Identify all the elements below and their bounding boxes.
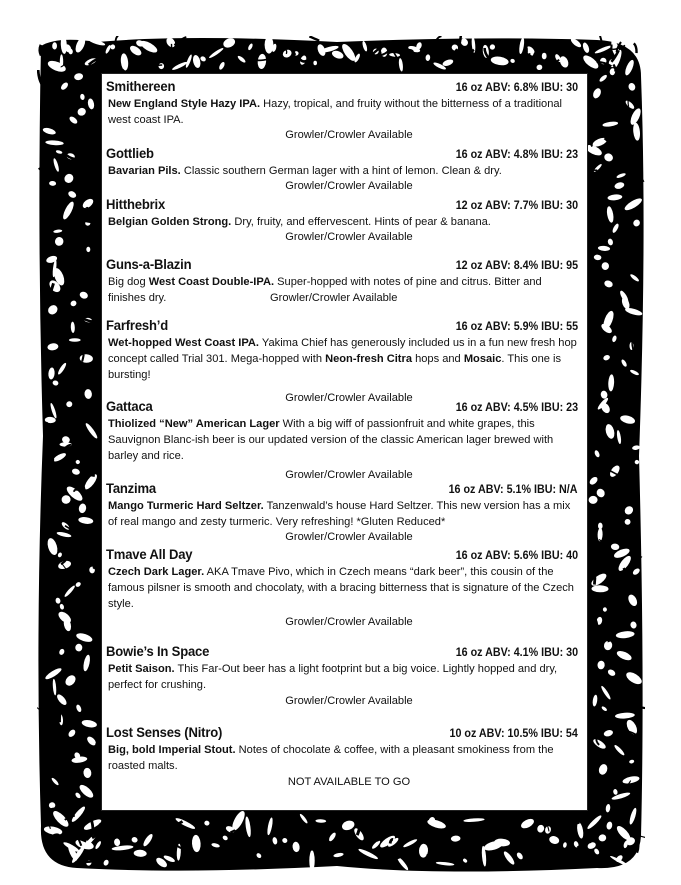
beer-description: Wet-hopped West Coast IPA. Yakima Chief has generously included us in a fun new fresh hop concept called Trial 301. Mega-hopped with Neon-fresh Citra hops and Mosaic. This one is bursting! (108, 337, 577, 382)
beer-item-tmave-all-day (106, 547, 578, 630)
beer-item-gattaca (106, 399, 578, 483)
beer-description: Petit Saison. This Far-Out beer has a light footprint but a big voice. Lightly hopped and dry, perfect for crushing. (108, 663, 558, 692)
beer-item-gottlieb (106, 146, 578, 194)
beer-description: Belgian Golden Strong. Dry, fruity, and effervescent. Hints of pear & banana. (108, 216, 491, 228)
beer-stats: 16 oz ABV: 4.5% IBU: 23 (455, 400, 578, 414)
beer-style: Belgian Golden Strong. (108, 216, 232, 228)
availability-note: NOT AVAILABLE TO GO (287, 776, 411, 789)
beer-style: West Coast Double-IPA. (148, 276, 275, 288)
beer-name: Gattaca (106, 399, 153, 415)
availability-note: Growler/Crowler Available (285, 391, 413, 404)
beer-description: Big dog West Coast Double-IPA. Super-hopped with notes of pine and citrus. Bitter and finishes dry. Growler/Crowler Available (108, 276, 542, 305)
beer-name: Tanzima (106, 481, 156, 497)
beer-style: New England Style Hazy IPA. (108, 98, 261, 110)
beer-stats: 12 oz ABV: 7.7% IBU: 30 (455, 198, 578, 212)
beer-description: Thiolized “New” American Lager With a big wiff of passionfruit and white grapes, this Sauvignon Blanc-ish beer is our updated version of the classic American lager brewed with barley and rice. (108, 418, 554, 463)
beer-name: Hitthebrix (106, 197, 166, 213)
availability-note: Growler/Crowler Available (285, 180, 413, 193)
availability-note: Growler/Crowler Available (285, 231, 413, 244)
availability-note: Growler/Crowler Available (285, 615, 413, 628)
beer-item-hitthebrix (106, 197, 578, 245)
beer-stats: 16 oz ABV: 5.9% IBU: 55 (455, 319, 578, 333)
availability-note: Growler/Crowler Available (285, 695, 413, 708)
beer-name: Farfresh’d (106, 318, 168, 334)
beer-name: Gottlieb (106, 146, 154, 162)
beer-style: Bavarian Pils. (108, 165, 181, 177)
beer-item-guns-a-blazin (106, 257, 578, 306)
beer-item-farfreshd (106, 318, 578, 406)
beer-style: Czech Dark Lager. (108, 566, 205, 578)
beer-stats: 16 oz ABV: 4.1% IBU: 30 (455, 645, 578, 659)
beer-item-lost-senses-nitro (106, 725, 578, 790)
beer-stats: 16 oz ABV: 4.8% IBU: 23 (455, 147, 578, 161)
beer-stats: 10 oz ABV: 10.5% IBU: 54 (449, 726, 578, 740)
availability-note: Growler/Crowler Available (285, 129, 413, 142)
availability-note: Growler/Crowler Available (285, 468, 413, 481)
beer-name: Bowie’s In Space (106, 644, 210, 660)
beer-stats: 16 oz ABV: 6.8% IBU: 30 (455, 80, 578, 94)
beer-style: Mango Turmeric Hard Seltzer. (108, 500, 264, 512)
beer-description: Mango Turmeric Hard Seltzer. Tanzenwald’s house Hard Seltzer. This new version has a mix of real mango and zesty turmeric. Very refreshing! *Gluten Reduced* (108, 500, 571, 529)
beer-style: Big, bold Imperial Stout. (108, 744, 236, 756)
beer-style: Thiolized “New” American Lager (108, 418, 280, 430)
beer-name: Lost Senses (Nitro) (106, 725, 223, 741)
beer-description: Bavarian Pils. Classic southern German lager with a hint of lemon. Clean & dry. (108, 165, 502, 177)
beer-style: Petit Saison. (108, 663, 175, 675)
beer-stats: 16 oz ABV: 5.6% IBU: 40 (455, 548, 578, 562)
beer-name: Tmave All Day (106, 547, 193, 563)
beer-description: Big, bold Imperial Stout. Notes of chocolate & coffee, with a pleasant smokiness from the roasted malts. (108, 744, 554, 773)
beer-item-smithereen (106, 79, 578, 143)
availability-note: Growler/Crowler Available (285, 531, 413, 544)
beer-name: Guns-a-Blazin (106, 257, 192, 273)
beer-stats: 16 oz ABV: 5.1% IBU: N/A (449, 482, 578, 496)
beer-item-tanzima (106, 481, 578, 545)
beer-style: Wet-hopped West Coast IPA. (108, 337, 260, 349)
beer-description: New England Style Hazy IPA. Hazy, tropical, and fruity without the bitterness of a traditional west coast IPA. (108, 98, 563, 127)
beer-stats: 12 oz ABV: 8.4% IBU: 95 (455, 258, 578, 272)
availability-note: Growler/Crowler Available (270, 292, 398, 305)
beer-item-bowies-in-space (106, 644, 578, 709)
beer-description: Czech Dark Lager. AKA Tmave Pivo, which in Czech means “dark beer”, this cousin of the famous pilsner is smooth and chocolaty, with a bracing bitterness that is signature of the Czech style. (108, 566, 574, 611)
beer-name: Smithereen (106, 79, 176, 95)
